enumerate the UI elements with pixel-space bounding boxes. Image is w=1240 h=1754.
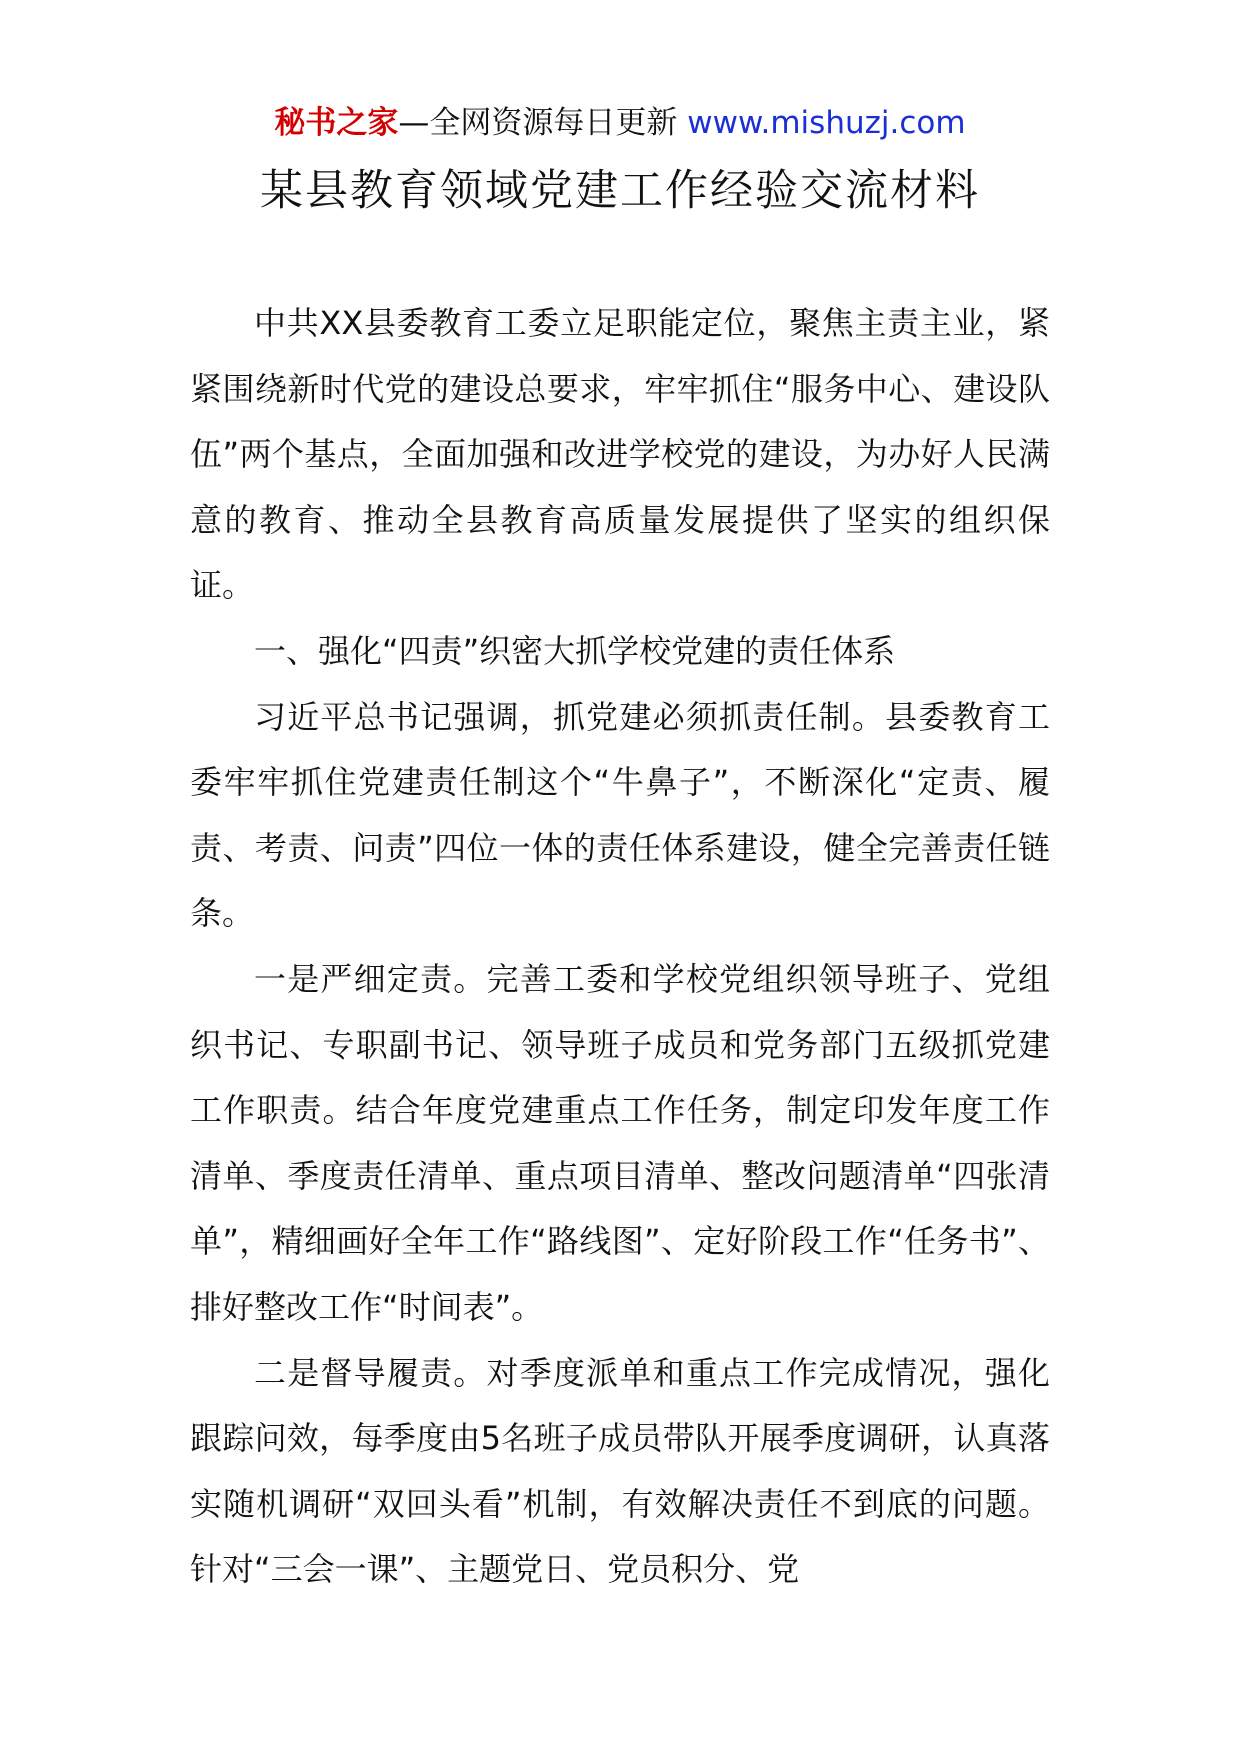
document-title: 某县教育领域党建工作经验交流材料 <box>260 166 980 216</box>
section-heading: 一、强化“四责”织密大抓学校党建的责任体系 <box>254 631 896 670</box>
site-header <box>0 103 1240 143</box>
body-paragraph: 习近平总书记强调，抓党建必须抓责任制。县委教育工委牢牢抓住党建责任制这个“牛鼻子”，不断深化“定责、履责、考责、问责”四位一体的责任体系建设，健全完善责任链条。 <box>190 697 1050 933</box>
intro-paragraph: 中共XX县委教育工委立足职能定位，聚焦主责主业，紧紧围绕新时代党的建设总要求，牢牢抓住“服务中心、建设队伍”两个基点，全面加强和改进学校党的建设，为办好人民满意的教育、推动全县教育高质量发展提供了坚实的组织保证。 <box>190 304 1050 605</box>
header-tagline: —全网资源每日更新 <box>398 105 678 141</box>
brand-name: 秘书之家 <box>274 105 399 141</box>
document-body <box>190 291 1050 1603</box>
body-paragraph: 二是督导履责。对季度派单和重点工作完成情况，强化跟踪问效，每季度由5名班子成员带队开展季度调研，认真落实随机调研“双回头看”机制，有效解决责任不到底的问题。针对“三会一课”、主题党日、党员积分、党 <box>190 1353 1050 1589</box>
body-paragraph: 一是严细定责。完善工委和学校党组织领导班子、党组织书记、专职副书记、领导班子成员和党务部门五级抓党建工作职责。结合年度党建重点工作任务，制定印发年度工作清单、季度责任清单、重点项目清单、整改问题清单“四张清单”，精细画好全年工作“路线图”、定好阶段工作“任务书”、排好整改工作“时间表”。 <box>190 959 1050 1326</box>
site-url-link[interactable]: www.mishuzj.com <box>687 105 966 141</box>
